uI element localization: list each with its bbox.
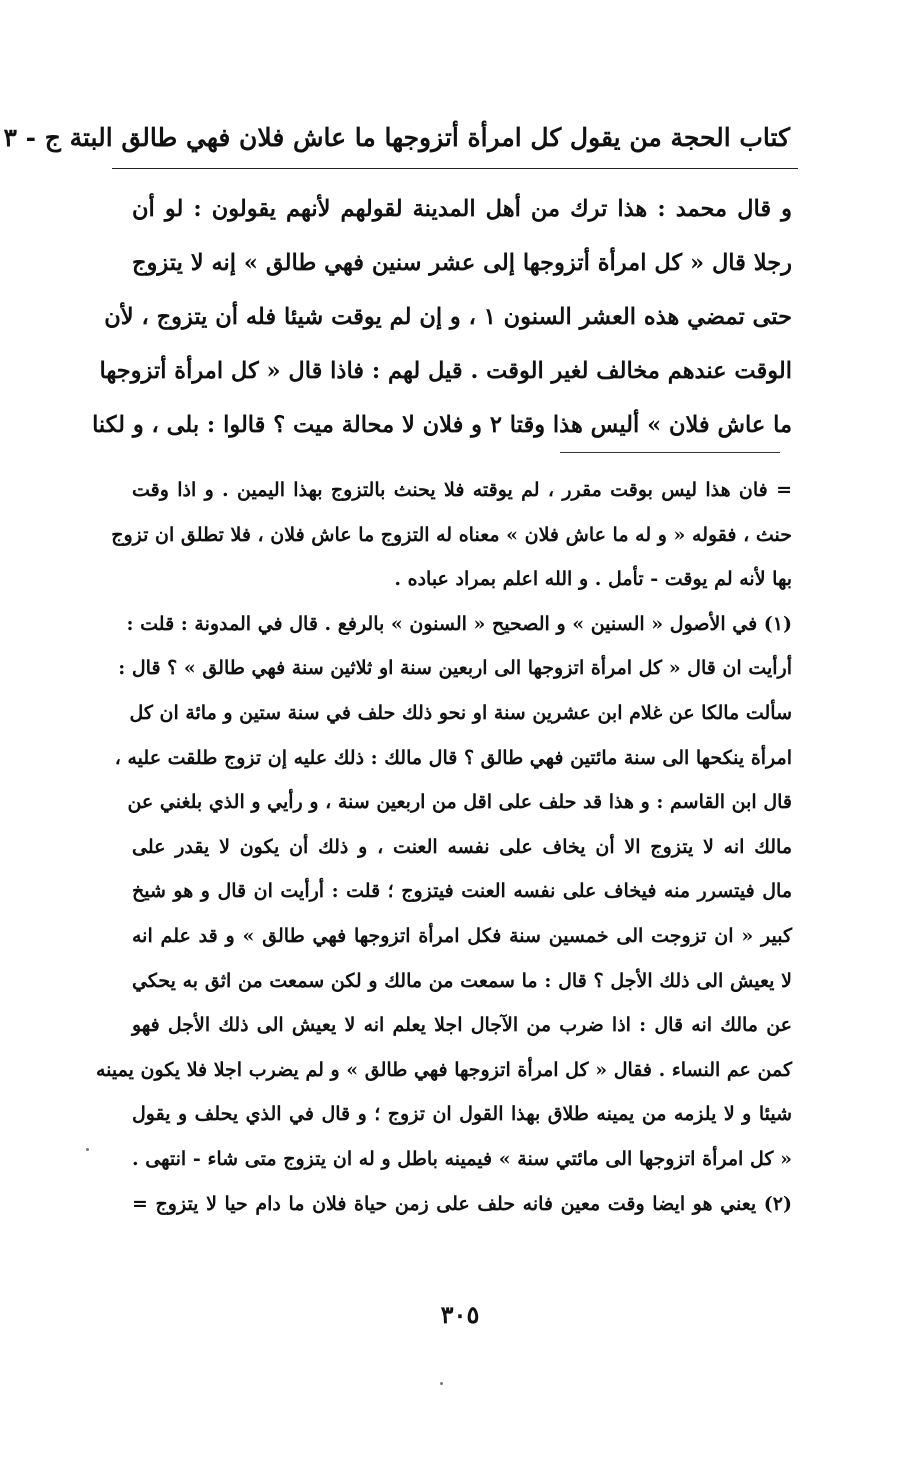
main-text-block <box>92 182 792 452</box>
footnote-line: « كل امرأة اتزوجها الى مائتي سنة » فيمينه باطل و له ان يتزوج متى شاء - انتهى . <box>132 1147 792 1170</box>
footnote-line: عن مالك انه قال : اذا ضرب من الآجال اجلا يعلم انه لا يعيش الى ذلك الأجل فهو <box>132 1014 792 1037</box>
footnote-line: مالك انه لا يتزوج الا أن يخاف على نفسه العنت ، و ذلك أن يكون لا يقدر على <box>132 835 792 858</box>
footnote-line: (٢) يعني هو ايضا وقت معين فانه حلف على زمن حياة فلان ما دام حيا لا يتزوج = <box>132 1192 792 1215</box>
main-text-line: رجلا قال « كل امرأة أتزوجها إلى عشر سنين فهي طالق » إنه لا يتزوج <box>132 250 792 276</box>
footnote-line: قال ابن القاسم : و هذا قد حلف على اقل من اربعين سنة ، و رأيي و الذي بلغني عن <box>127 791 792 814</box>
footnote-line: شيئا و لا يلزمه من يمينه طلاق بهذا القول ان تزوج ؛ و قال في الذي يحلف و يقول <box>132 1103 792 1126</box>
footnote-line: حنث ، فقوله « و له ما عاش فلان » معناه له التزوج ما عاش فلان ، فلا تطلق ان تزوج <box>111 523 792 546</box>
footnote-line: كمن عم النساء . فقال « كل امرأة اتزوجها فهي طالق » و لم يضرب اجلا فلا يكون يمينه <box>95 1058 792 1081</box>
footnote-line: سألت مالكا عن غلام ابن عشرين سنة او نحو ذلك حلف في سنة ستين و مائة ان كل <box>129 701 792 724</box>
running-header <box>3 118 790 158</box>
main-text-line: و قال محمد : هذا ترك من أهل المدينة لقولهم لأنهم يقولون : لو أن <box>132 196 792 222</box>
header-title: كتاب الحجة من يقول كل امرأة أتزوجها ما عاش فلان فهي طالق البتة ج - ٣ <box>3 123 790 152</box>
footnote-line: (١) في الأصول « السنين » و الصحيح « السنون » بالرفع . قال في المدونة : قلت : <box>126 612 792 635</box>
footnote-line: امرأة ينكحها الى سنة مائتين فهي طالق ؟ قال مالك : ذلك عليه إن تزوج طلقت عليه ، <box>114 746 792 769</box>
main-text-line: الوقت عندهم مخالف لغير الوقت . قيل لهم : فاذا قال « كل امرأة أتزوجها <box>99 358 792 384</box>
footnote-separator <box>560 452 780 453</box>
main-text-line: ما عاش فلان » أليس هذا وقتا ٢ و فلان لا محالة ميت ؟ قالوا : بلى ، و لكنا <box>92 412 792 438</box>
footnote-line: بها لأنه لم يوقت - تأمل . و الله اعلم بمراد عباده . <box>394 568 792 591</box>
footnotes-block <box>95 468 792 1226</box>
footnote-line: كبير « ان تزوجت الى خمسين سنة فكل امرأة اتزوجها فهي طالق » و قد علم انه <box>132 924 792 947</box>
footnote-line: أرأيت ان قال « كل امرأة اتزوجها الى اربعين سنة او ثلاثين سنة فهي طالق » ؟ قال : <box>118 657 792 680</box>
scan-speck <box>440 1382 443 1385</box>
scan-speck <box>86 1148 89 1151</box>
footnote-line: = فان هذا ليس بوقت مقرر ، لم يوقته فلا يحنث بالتزوج بهذا اليمين . و اذا وقت <box>132 479 792 501</box>
main-text-line: حتى تمضي هذه العشر السنون ١ ، و إن لم يوقت شيئا فله أن يتزوج ، لأن <box>104 304 792 330</box>
page-number: ٣٠٥ <box>440 1300 480 1329</box>
footnote-line: مال فيتسرر منه فيخاف على نفسه العنت فيتزوج ؛ قلت : أرأيت ان قال و هو شيخ <box>132 880 792 903</box>
footnote-line: لا يعيش الى ذلك الأجل ؟ قال : ما سمعت من مالك و لكن سمعت من اثق به يحكي <box>132 969 792 992</box>
header-rule <box>112 168 798 169</box>
